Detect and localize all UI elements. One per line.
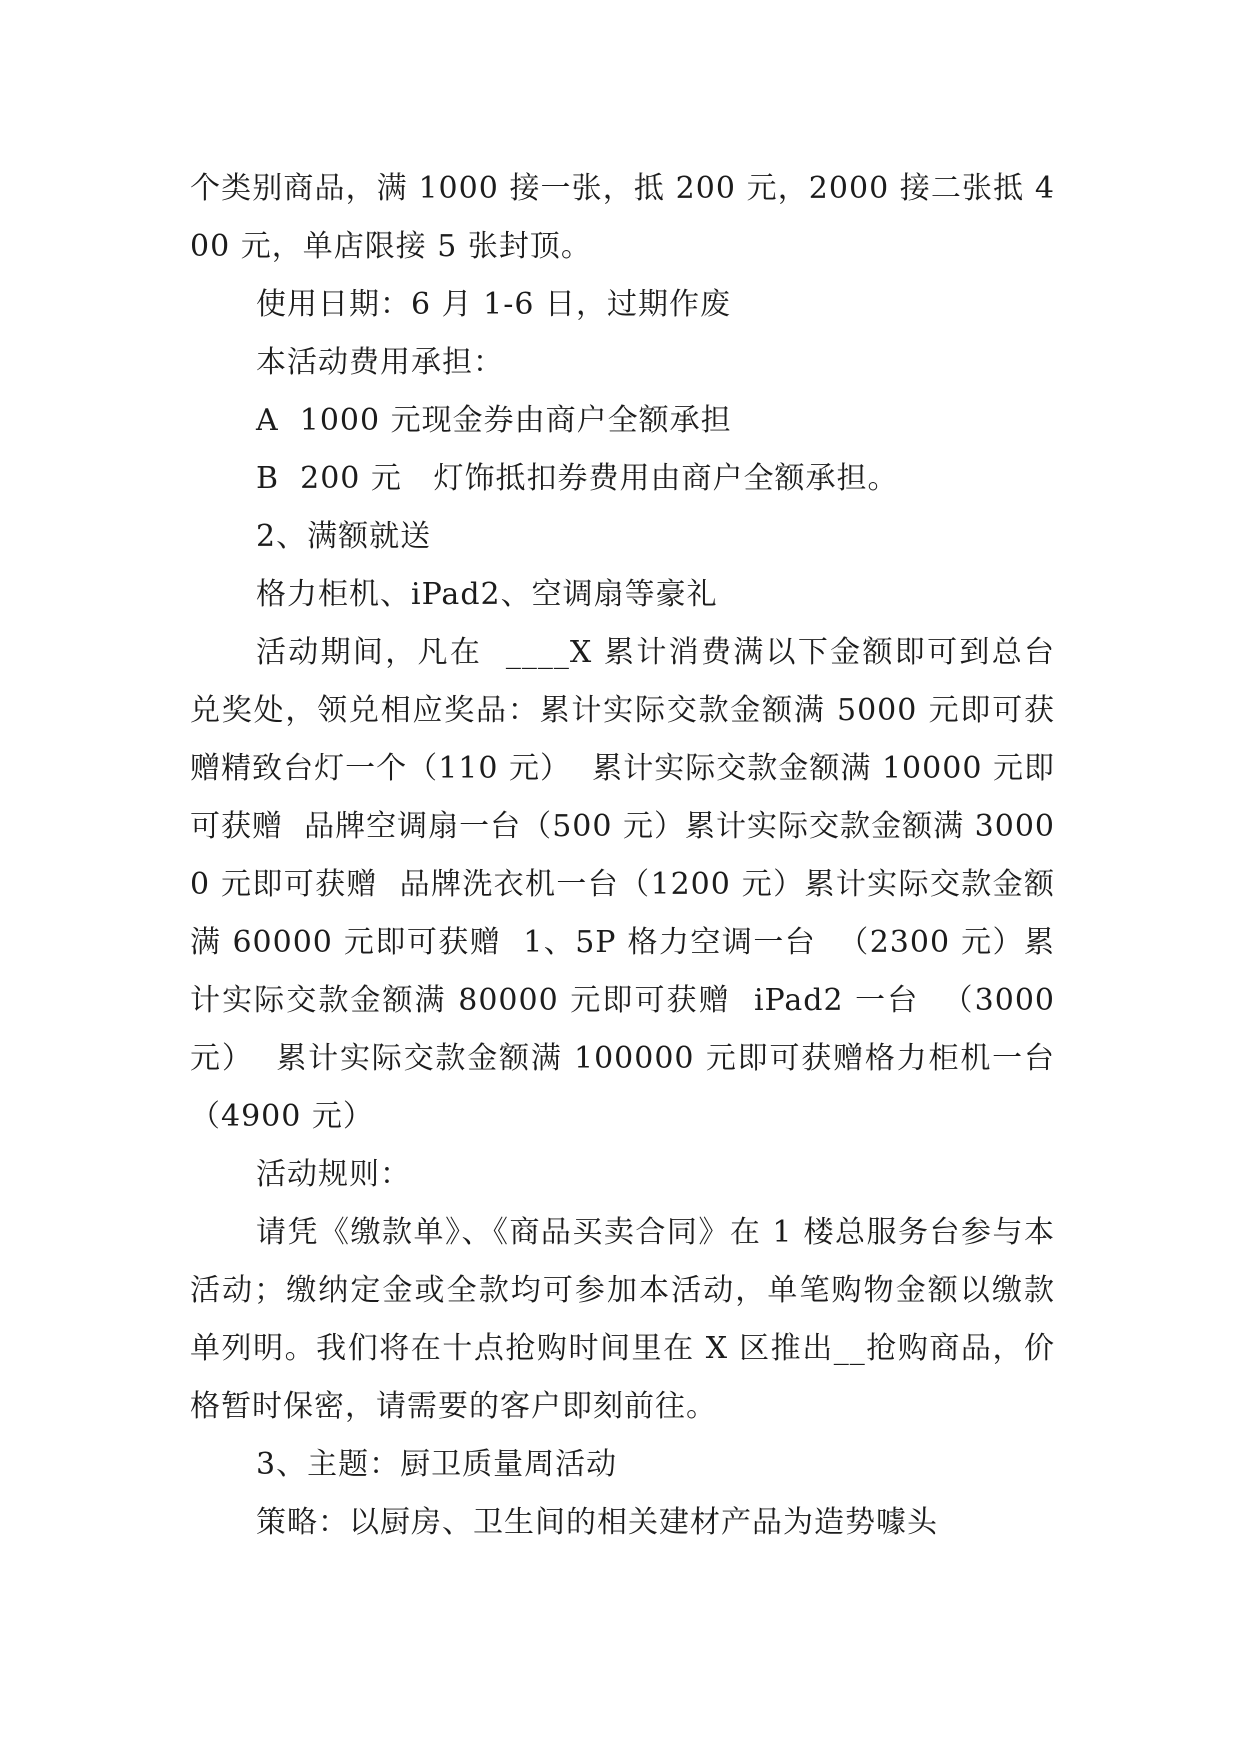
paragraph-strategy: 策略：以厨房、卫生间的相关建材产品为造势噱头 <box>256 1505 938 1540</box>
paragraph-gift-tiers: 活动期间，凡在 ____X 累计消费满以下金额即可到总台兑奖处，领兑相应奖品：累计实际交款金额满 5000 元即可获赠精致台灯一个（110 元） 累计实际交款金额满 10000 元即可获赠 品牌空调扇一台（500 元）累计实际交款金额满 30000 元即可获赠 品牌洗衣机一台（1200 元）累计实际交款金额满 60000 元即可获赠 1、5P 格力空调一台 （2300 元）累计实际交款金额满 80000 元即可获赠 iPad2 一台 （3000 元） 累计实际交款金额满 100000 元即可获赠格力柜机一台（4900 元） <box>190 635 1066 1134</box>
paragraph-gift-list: 格力柜机、iPad2、空调扇等豪礼 <box>256 577 718 612</box>
paragraph-cost-b: B 200 元 灯饰抵扣券费用由商户全额承担。 <box>256 461 899 496</box>
paragraph-usage-date: 使用日期：6 月 1-6 日，过期作废 <box>256 287 732 322</box>
paragraph-cost-a: A 1000 元现金券由商户全额承担 <box>256 403 732 438</box>
paragraph-cost-heading: 本活动费用承担： <box>256 345 504 380</box>
section-heading-full-gift: 2、满额就送 <box>256 519 432 554</box>
paragraph-rules-body: 请凭《缴款单》、《商品买卖合同》在 1 楼总服务台参与本活动；缴纳定金或全款均可参加本活动，单笔购物金额以缴款单列明。我们将在十点抢购时间里在 X 区推出__抢购商品，价格暂时保密，请需要的客户即刻前往。 <box>190 1215 1055 1424</box>
section-heading-kitchen-bath: 3、主题：厨卫质量周活动 <box>256 1447 618 1482</box>
paragraph-rules-heading: 活动规则： <box>256 1157 411 1192</box>
paragraph-coupon-rule: 个类别商品，满 1000 接一张，抵 200 元，2000 接二张抵 400 元，单店限接 5 张封顶。 <box>190 171 1055 264</box>
